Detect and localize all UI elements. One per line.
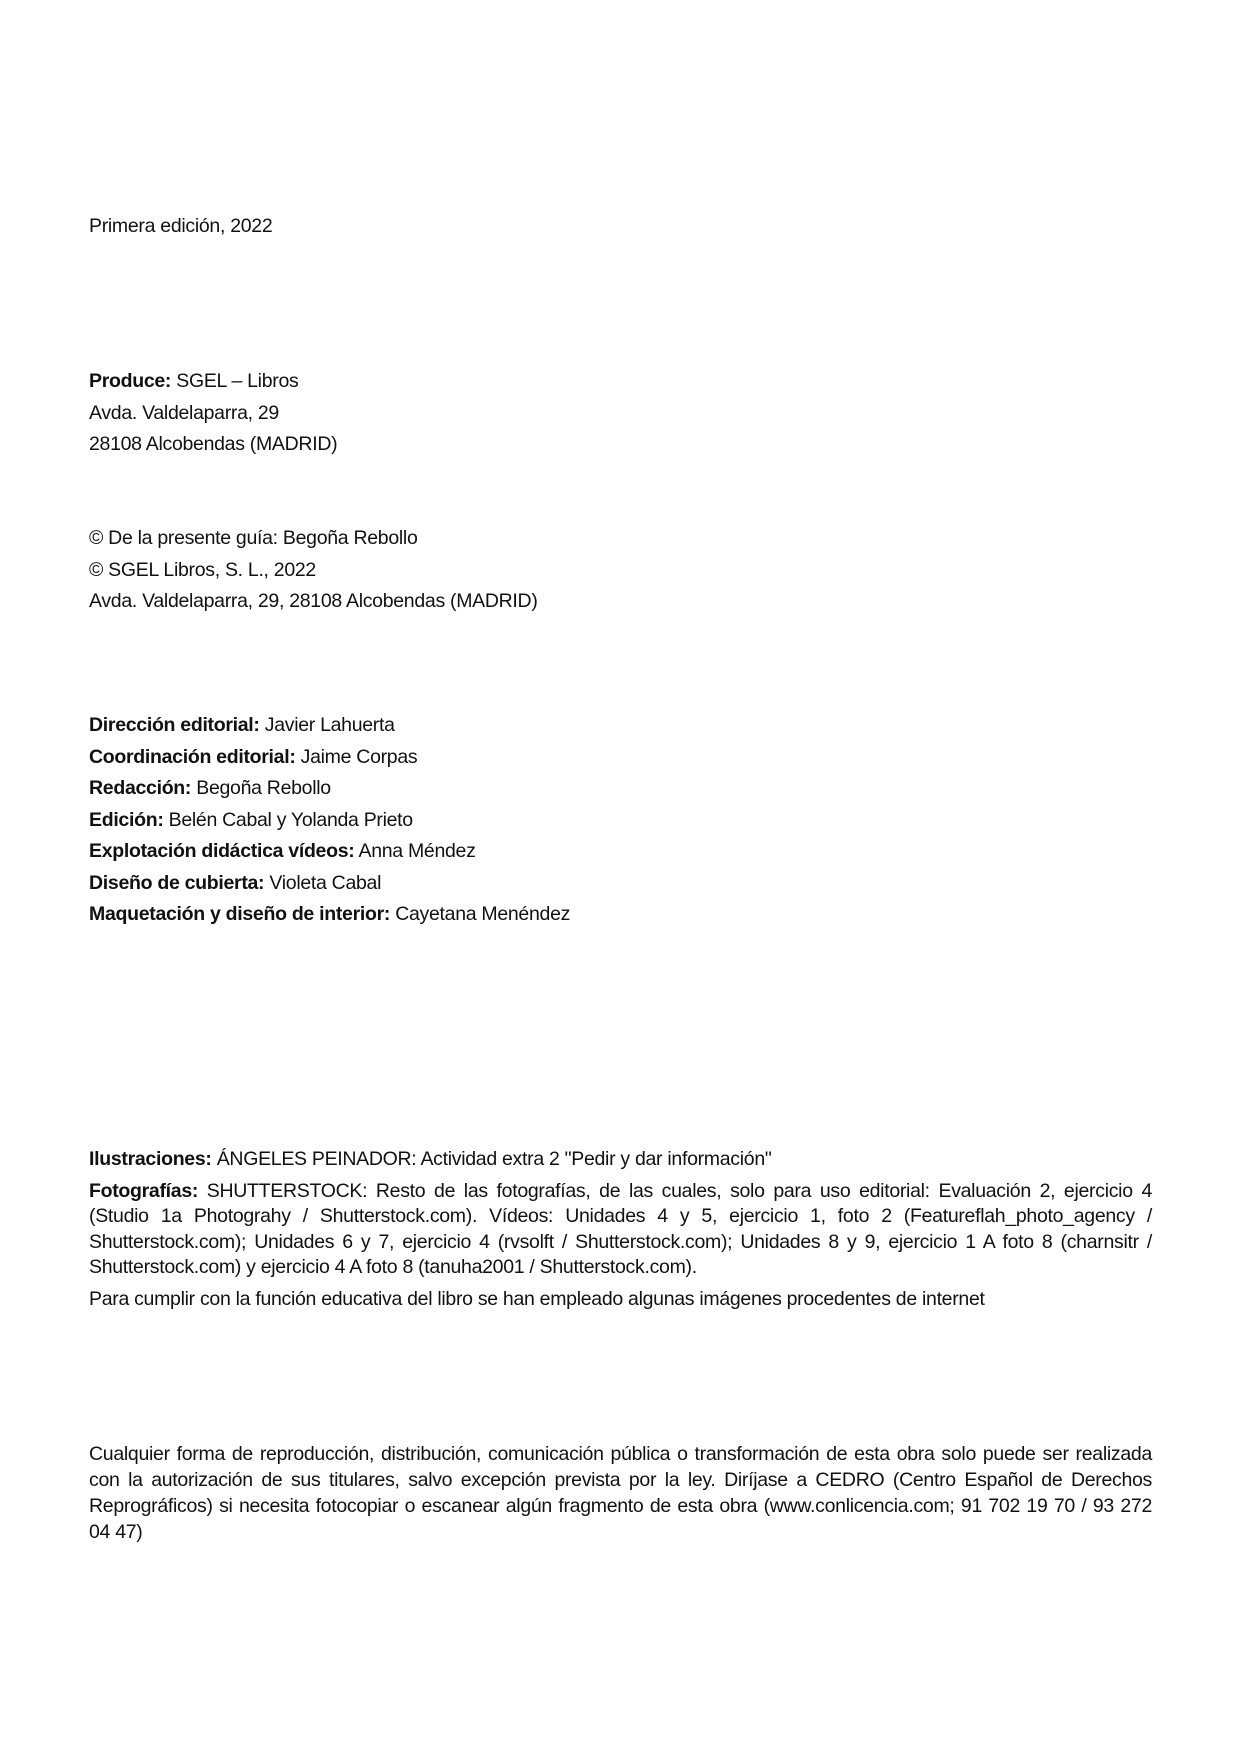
credit-value: Javier Lahuerta bbox=[264, 714, 395, 736]
credit-row bbox=[89, 773, 1152, 805]
producer-line bbox=[89, 366, 1152, 398]
legal-notice-section bbox=[89, 1441, 1152, 1545]
credit-label: Edición: bbox=[89, 808, 164, 831]
credit-value: Anna Méndez bbox=[358, 840, 476, 862]
photos-value: SHUTTERSTOCK: Resto de las fotografías, de las cuales, solo para uso editorial: Evaluación 2, ejercicio 4 (Studio 1a Photograhy / Shutterstock.com). Vídeos: Unidades 4 y 5, ejercicio 1, foto 2 (Featureflah_photo_agency / Shutterstock.com); Unidades 6 y 7, ejercicio 4 (rvsolft / Shutterstock.com); Unidades 8 y 9, ejercicio 1 A foto 8 (charnsitr / Shutterstock.com) y ejercicio 4 A foto 8 (tanuha2001 / Shutterstock.com). bbox=[89, 1179, 1152, 1278]
copyright-guide: © De la presente guía: Begoña Rebollo bbox=[89, 527, 418, 549]
photos-label: Fotografías: bbox=[89, 1179, 199, 1202]
producer-address-street: Avda. Valdelaparra, 29 bbox=[89, 401, 279, 424]
illustrations-credit bbox=[89, 1147, 1152, 1173]
producer-label: Produce: bbox=[89, 370, 172, 392]
credit-row bbox=[89, 742, 1152, 774]
credit-label: Maquetación y diseño de interior: bbox=[89, 903, 391, 925]
credit-value: Violeta Cabal bbox=[269, 871, 382, 894]
edition-text: Primera edición, 2022 bbox=[89, 215, 273, 237]
copyright-section bbox=[89, 523, 1152, 618]
editorial-credits bbox=[89, 710, 1152, 931]
illustrations-value: ÁNGELES PEINADOR: Actividad extra 2 "Pedir y dar información" bbox=[216, 1148, 772, 1170]
producer-section bbox=[89, 366, 1152, 461]
internet-images-note: Para cumplir con la función educativa del libro se han empleado algunas imágenes procedentes de internet bbox=[89, 1287, 985, 1310]
copyright-address: Avda. Valdelaparra, 29, 28108 Alcobendas (MADRID) bbox=[89, 590, 538, 612]
credit-row bbox=[89, 836, 1152, 868]
credit-label: Dirección editorial: bbox=[89, 714, 260, 736]
credit-label: Explotación didáctica vídeos: bbox=[89, 840, 355, 862]
credit-label: Redacción: bbox=[89, 777, 192, 799]
credit-label: Diseño de cubierta: bbox=[89, 871, 265, 894]
legal-notice: Cualquier forma de reproducción, distribución, comunicación pública o transformación de esta obra solo puede ser realizada con la autorización de sus titulares, salvo excepción prevista por la ley. Diríjase a CEDRO (Centro Español de Derechos Reprográficos) si necesita fotocopiar o escanear algún fragmento de esta obra (www.conlicencia.com; 91 702 19 70 / 93 272 04 47) bbox=[89, 1443, 1152, 1543]
credit-row bbox=[89, 868, 1152, 900]
edition-section bbox=[89, 211, 1152, 243]
credit-row bbox=[89, 899, 1152, 931]
credit-label: Coordinación editorial: bbox=[89, 745, 296, 768]
credit-value: Cayetana Menéndez bbox=[395, 903, 571, 925]
producer-value: SGEL – Libros bbox=[176, 370, 299, 392]
image-credits bbox=[89, 1147, 1152, 1312]
copyright-publisher: © SGEL Libros, S. L., 2022 bbox=[89, 558, 316, 581]
photos-credit bbox=[89, 1179, 1152, 1281]
credit-row bbox=[89, 710, 1152, 742]
credit-row bbox=[89, 805, 1152, 837]
credit-value: Begoña Rebollo bbox=[196, 777, 331, 799]
credit-value: Belén Cabal y Yolanda Prieto bbox=[168, 808, 413, 831]
illustrations-label: Ilustraciones: bbox=[89, 1148, 212, 1170]
credit-value: Jaime Corpas bbox=[300, 745, 418, 768]
producer-address-city: 28108 Alcobendas (MADRID) bbox=[89, 433, 338, 455]
